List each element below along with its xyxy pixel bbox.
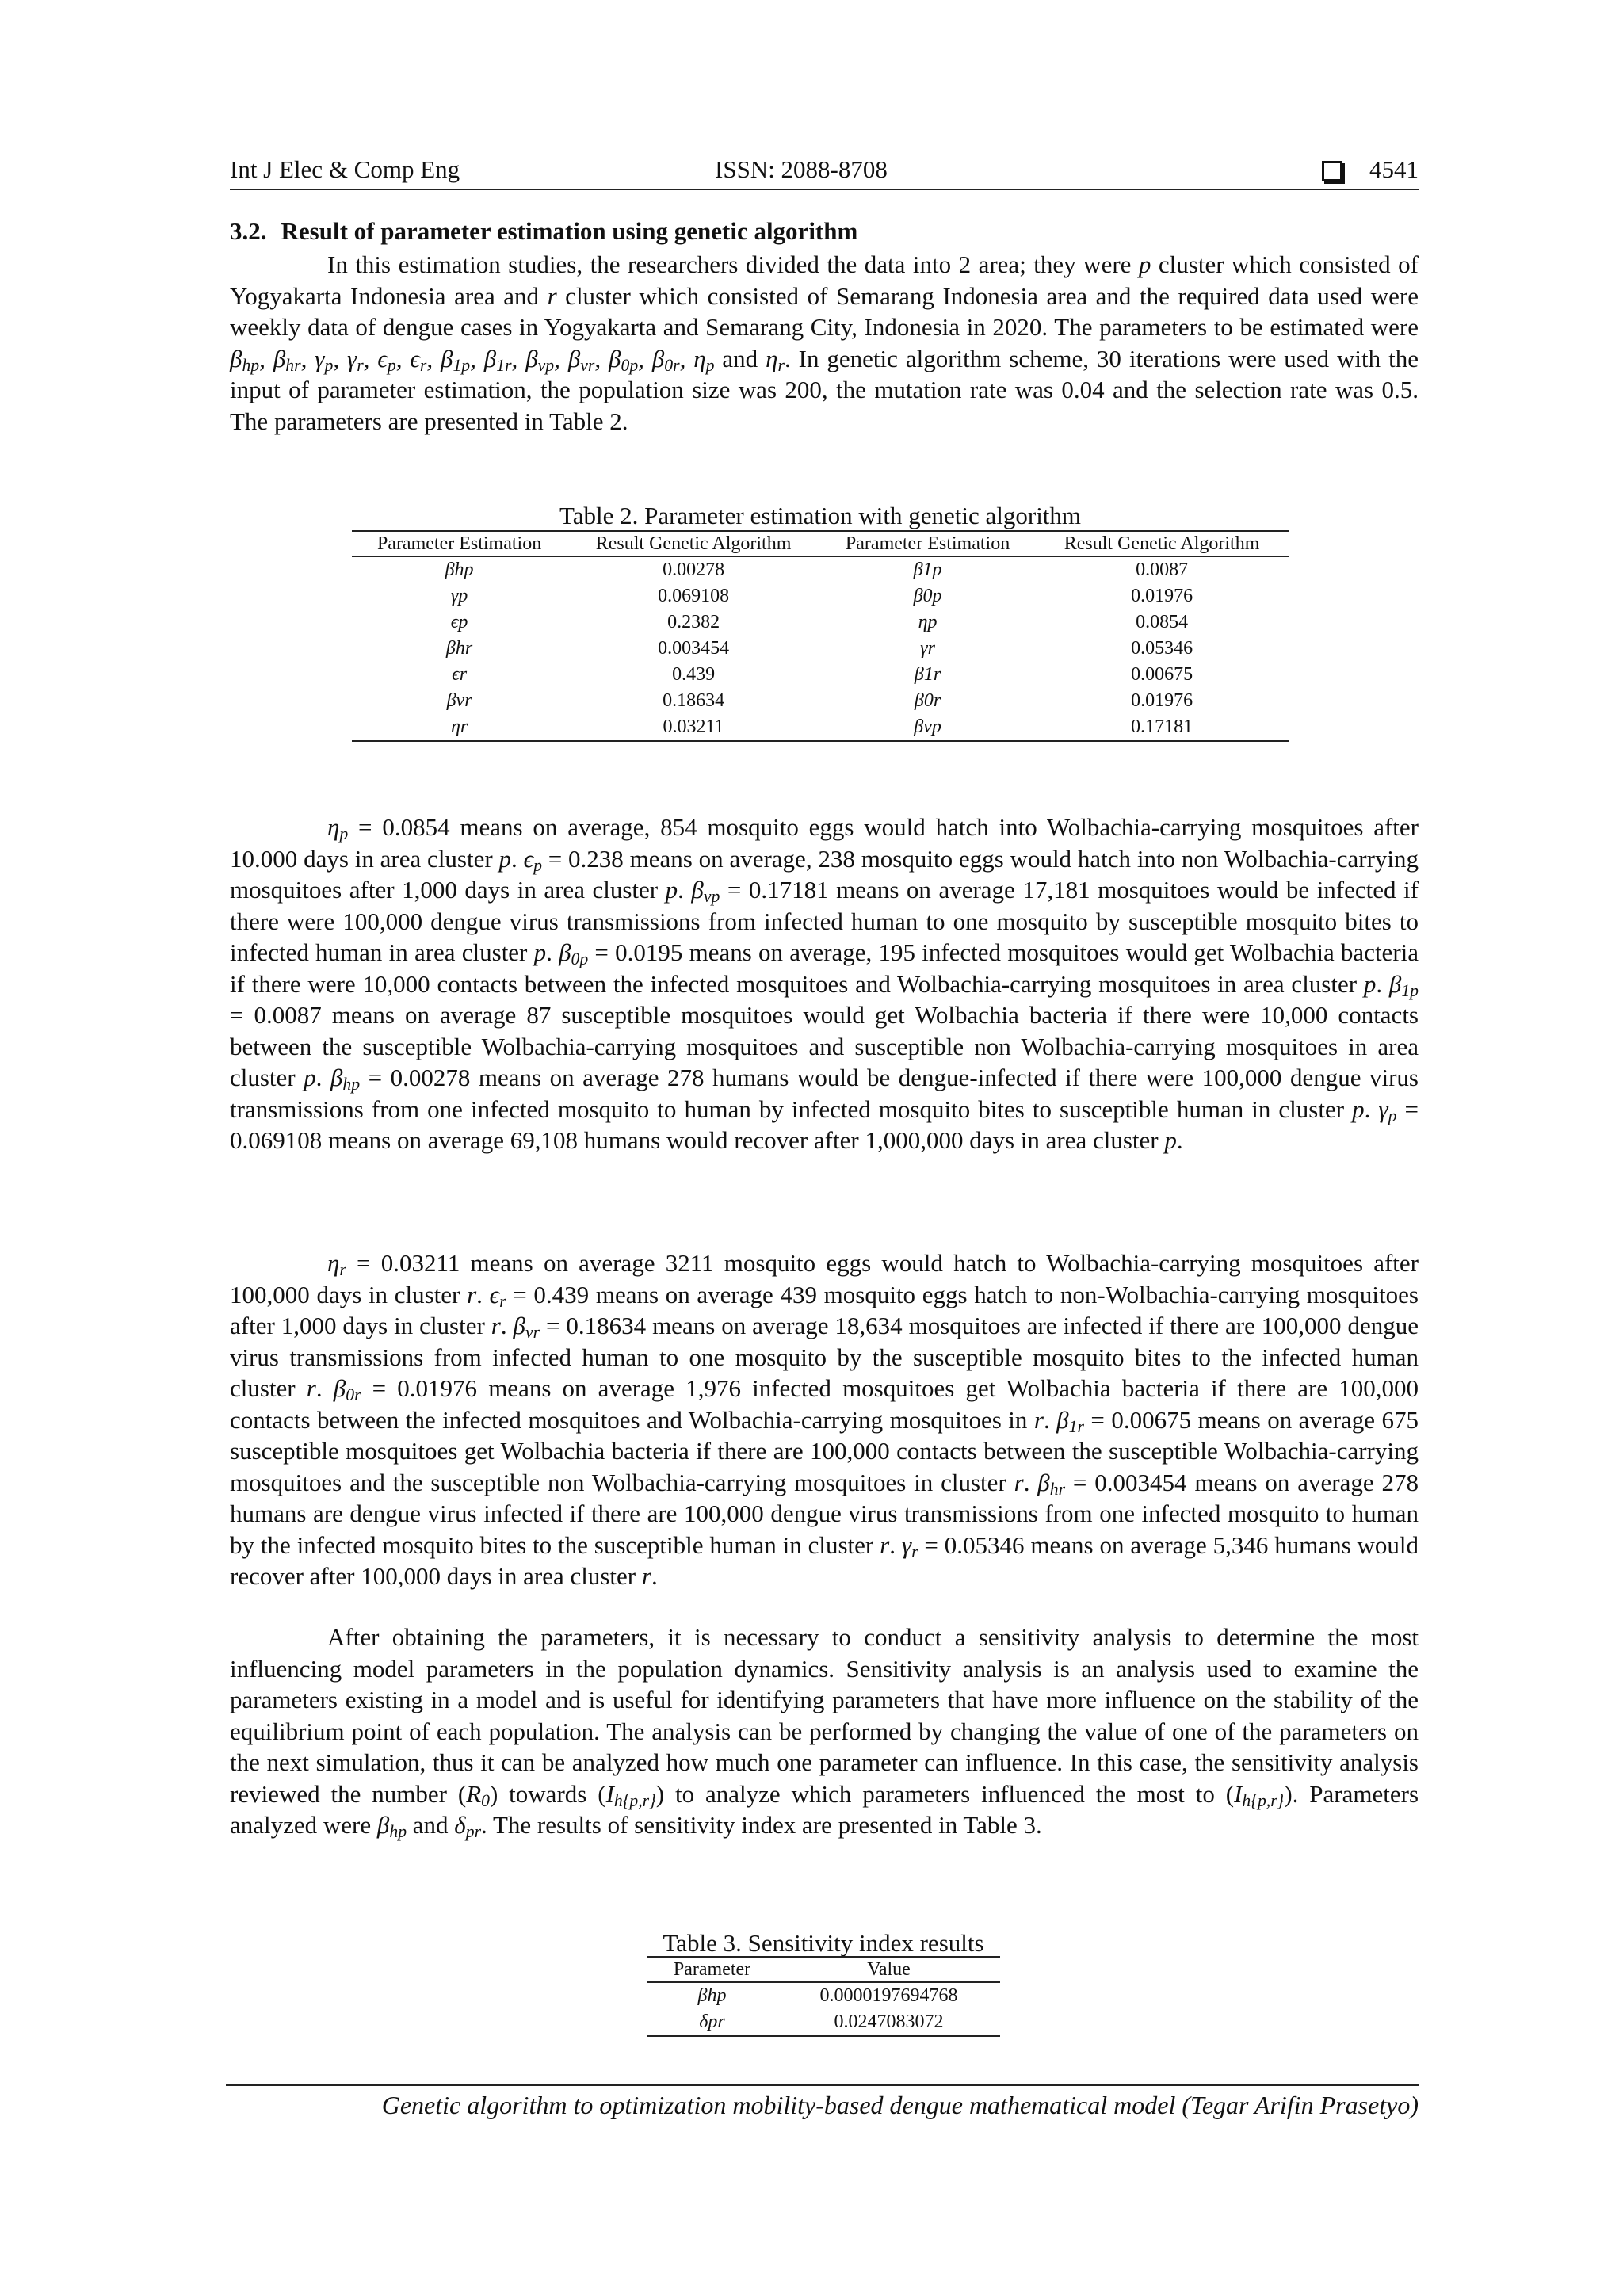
running-footer: Genetic algorithm to optimization mobility-based dengue mathematical model (Tegar Arifin Prasetyo): [381, 2091, 1419, 2119]
table-cell: βhp: [697, 1985, 727, 2006]
table-cell: βhr: [445, 638, 473, 659]
paragraph-sensitivity: After obtaining the parameters, it is necessary to conduct a sensitivity analysis to determine the most influencing model parameters in the population dynamics. Sensitivity analysis is an analysis used to examine the parameters existing in a model and is useful for identifying parameters that have more influence on the stability of the equilibrium point of each population. The analysis can be performed by changing the value of one of the parameters on the next simulation, thus it can be analyzed how much one parameter can influence. In this case, the sensitivity analysis reviewed the number $(R_0)$ towards $(I_{h\{p,r\}})$ to analyze which parameters influenced the most to $(I_{h\{p,r\}})$. Parameters analyzed were $\beta_{hp}$ and $\delta_{pr}$. The results of sensitivity index are presented in Table 3.: [230, 1623, 1419, 1841]
table-cell: 0.01976: [1131, 586, 1193, 606]
table-cell: ηp: [918, 612, 938, 632]
table2-caption: Table 2. Parameter estimation with genetic algorithm: [559, 502, 1082, 529]
table-cell: ϵr: [452, 664, 468, 685]
table-cell: 0.0087: [1136, 560, 1189, 580]
table-cell: 0.18634: [663, 690, 725, 711]
table-cell: β1r: [914, 664, 941, 685]
table-row: [352, 636, 1289, 662]
section-heading: [230, 217, 857, 246]
table-header: Parameter Estimation: [352, 531, 567, 556]
table-cell: βvr: [446, 690, 472, 711]
table-row: [352, 662, 1289, 688]
journal-name: Int J Elec & Comp Eng: [230, 155, 460, 183]
table-row: [352, 714, 1289, 741]
table3: [647, 1956, 1000, 2037]
table-cell: βvp: [914, 716, 941, 737]
square-bullet-icon: [1322, 161, 1342, 181]
table-cell: 0.439: [672, 664, 716, 685]
table-cell: γr: [920, 638, 935, 659]
footer-rule: [226, 2084, 1419, 2086]
table-cell: γp: [450, 586, 468, 606]
table-cell: 0.0000197694768: [819, 1985, 958, 2006]
table-cell: βhp: [445, 560, 474, 580]
table-cell: β0r: [914, 690, 941, 711]
table-header: Parameter Estimation: [820, 531, 1035, 556]
section-title: Result of parameter estimation using genetic algorithm: [281, 217, 858, 245]
table-header: Result Genetic Algorithm: [1035, 531, 1289, 556]
issn: ISSN: 2088-8708: [715, 155, 888, 183]
table-cell: 0.00278: [663, 560, 725, 580]
table-cell: δpr: [699, 2011, 725, 2032]
section-number: 3.2.: [230, 217, 267, 245]
table-row: [352, 609, 1289, 636]
table2: [352, 530, 1289, 742]
table-row: [352, 583, 1289, 609]
table3-caption: Table 3. Sensitivity index results: [663, 1929, 984, 1957]
paragraph-cluster-r: $\eta_r = 0.03211$ means on average 3211 mosquito eggs would hatch to Wolbachia-carrying mosquitoes after 100,000 days in cluster r. $\epsilon_r = 0.439$ means on average 439 mosquito eggs hatch to non-Wolbachia-carrying mosquitoes after 1,000 days in cluster r. $\beta_{vr} = 0.18634$ means on average 18,634 mosquitoes are infected if there are 100,000 dengue virus transmissions from infected human to one mosquito by the susceptible mosquito bites to the infected human cluster r. $\beta_{0r} = 0.01976$ means on average 1,976 infected mosquitoes get Wolbachia bacteria if there are 100,000 contacts between the infected mosquitoes and Wolbachia-carrying mosquitoes in r. $\beta_{1r} = 0.00675$ means on average 675 susceptible mosquitoes get Wolbachia bacteria if there are 100,000 contacts between the susceptible Wolbachia-carrying mosquitoes and the susceptible non Wolbachia-carrying mosquitoes in cluster r. $\beta_{hr} = 0.003454$ means on average 278 humans are dengue virus infected if there are 100,000 dengue virus transmissions from one infected mosquito to human by the infected mosquito bites to the susceptible human in cluster r. $\gamma_r = 0.05346$ means on average 5,346 humans would recover after 100,000 days in area cluster r.: [230, 1249, 1419, 1590]
table-cell: 0.03211: [663, 716, 724, 737]
table-cell: 0.2382: [667, 612, 720, 632]
table-header: Parameter: [647, 1957, 777, 1982]
table-row: [352, 688, 1289, 714]
table-row: [647, 2009, 1000, 2036]
table-cell: 0.05346: [1131, 638, 1193, 659]
table-cell: 0.17181: [1131, 716, 1193, 737]
table-cell: 0.0247083072: [834, 2011, 944, 2032]
table-cell: 0.003454: [658, 638, 730, 659]
table-header-row: [647, 1957, 1000, 1982]
table-cell: 0.01976: [1131, 690, 1193, 711]
table-cell: 0.069108: [658, 586, 730, 606]
table-row: [352, 556, 1289, 583]
page-header: [230, 155, 1419, 190]
table-cell: ηr: [450, 716, 468, 737]
table-cell: 0.0854: [1136, 612, 1189, 632]
page-number: 4541: [1369, 155, 1419, 183]
table-row: [647, 1982, 1000, 2009]
table-cell: β1p: [913, 560, 942, 580]
table-header: Value: [777, 1957, 1000, 1982]
table-cell: ϵp: [450, 612, 468, 632]
table-cell: β0p: [913, 586, 942, 606]
table-header: Result Genetic Algorithm: [567, 531, 820, 556]
table-cell: 0.00675: [1131, 664, 1193, 685]
table-header-row: [352, 531, 1289, 556]
paragraph-intro: In this estimation studies, the researchers divided the data into 2 area; they were p cluster which consisted of Yogyakarta Indonesia area and r cluster which consisted of Semarang Indonesia area and the required data used were weekly data of dengue cases in Yogyakarta and Semarang City, Indonesia in 2020. The parameters to be estimated were $\beta_{hp}$, $\beta_{hr}$, $\gamma_p$, $\gamma_r$, $\epsilon_p$, $\epsilon_r$, $\beta_{1p}$, $\beta_{1r}$, $\beta_{vp}$, $\beta_{vr}$, $\beta_{0p}$, $\beta_{0r}$, $\eta_p$ and $\eta_r$. In genetic algorithm scheme, 30 iterations were used with the input of parameter estimation, the population size was 200, the mutation rate was 0.04 and the selection rate was 0.5. The parameters are presented in Table 2.: [230, 250, 1419, 435]
paragraph-cluster-p: $\eta_p = 0.0854$ means on average, 854 mosquito eggs would hatch into Wolbachia-carrying mosquitoes after 10.000 days in area cluster p. $\epsilon_p = 0.238$ means on average, 238 mosquito eggs would hatch into non Wolbachia-carrying mosquitoes after 1,000 days in area cluster p. $\beta_{vp} = 0.17181$ means on average 17,181 mosquitoes would be infected if there were 100,000 dengue virus transmissions from infected human to one mosquito by susceptible mosquito bites to infected human in area cluster p. $\beta_{0p} = 0.0195$ means on average, 195 infected mosquitoes would get Wolbachia bacteria if there were 10,000 contacts between the infected mosquitoes and Wolbachia-carrying mosquitoes in area cluster p. $\beta_{1p} = 0.0087$ means on average 87 susceptible mosquitoes would get Wolbachia bacteria if there were 10,000 contacts between the susceptible Wolbachia-carrying mosquitoes and susceptible non Wolbachia-carrying mosquitoes in area cluster p. $\beta_{hp} = 0.00278$ means on average 278 humans would be dengue-infected if there were 100,000 dengue virus transmissions from one infected mosquito to human by infected mosquito bites to susceptible human in cluster p. $\gamma_p = 0.069108$ means on average 69,108 humans would recover after 1,000,000 days in area cluster p.: [230, 813, 1419, 1154]
